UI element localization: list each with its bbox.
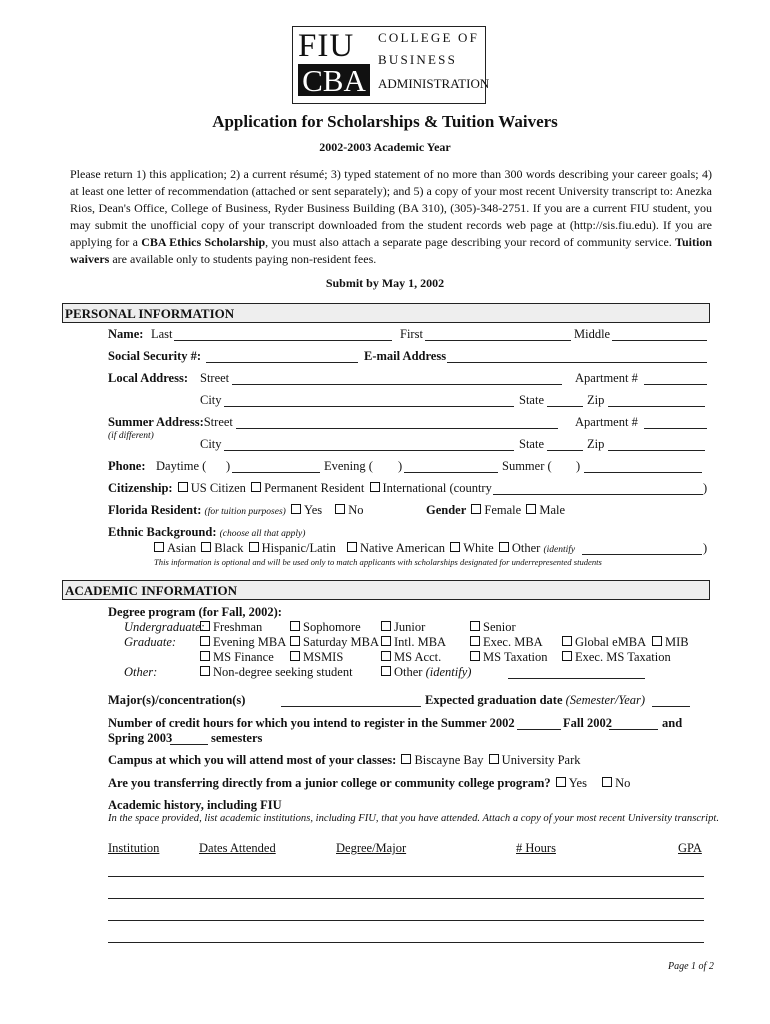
mst-checkbox[interactable] [470, 651, 480, 661]
citizenship-row: Citizenship: US Citizen Permanent Resident International (country [108, 481, 492, 495]
personal-info-header: PERSONAL INFORMATION [62, 303, 710, 323]
email-label: E-mail Address [364, 349, 447, 363]
major-field[interactable] [281, 706, 421, 707]
logo-line2: BUSINESS [378, 52, 458, 67]
spring-credit-field[interactable] [170, 744, 208, 745]
intl-checkbox[interactable] [370, 482, 380, 492]
local-street-label: Street [200, 371, 230, 385]
msmis-opt: MSMIS [288, 650, 343, 665]
exms-checkbox[interactable] [562, 651, 572, 661]
country-close: ) [703, 481, 708, 495]
summer-paren: ) [576, 459, 581, 473]
logo-line1: COLLEGE OF [378, 30, 480, 45]
perm-resident-checkbox[interactable] [251, 482, 261, 492]
black-checkbox[interactable] [201, 542, 211, 552]
local-apt-field[interactable] [644, 384, 707, 385]
daytime-paren: ) [226, 459, 231, 473]
summer-apt-field[interactable] [644, 428, 707, 429]
mib-checkbox[interactable] [652, 636, 662, 646]
summer-credit-field[interactable] [517, 729, 561, 730]
native-checkbox[interactable] [347, 542, 357, 552]
ethnic-identify-field[interactable] [582, 554, 702, 555]
local-city-field[interactable] [224, 406, 514, 407]
if-different-note: (if different) [108, 431, 154, 441]
evening-label: Evening ( [324, 459, 373, 473]
ssn-label: Social Security #: [108, 349, 202, 363]
summer-phone-field[interactable] [584, 472, 702, 473]
imba-checkbox[interactable] [381, 636, 391, 646]
name-label: Name: [108, 327, 144, 341]
senior-checkbox[interactable] [470, 621, 480, 631]
gender-row: Gender Female Male [426, 503, 566, 517]
local-zip-field[interactable] [608, 406, 705, 407]
instructions: Please return 1) this application; 2) a current résumé; 3) typed statement of no more than 300 words describing your career goals; 4) at least one letter of recommendation (attached or sent separately); and 5) a copy of your most recent University transcript to: Anezka Rios, Dean's Office, College of Business, Ryder Business Building (BA 310), (305)-348-2751. If you are a current FIU student, you may submit the unofficial copy of your transcript downloaded from the student records web page at (http://sis.fiu.edu). If you are applying for a CBA Ethics Scholarship, you must also attach a separate page describing your record of community service. Tuition waivers are available only to students paying non-resident fees. [70, 167, 713, 266]
academic-info-header: ACADEMIC INFORMATION [62, 580, 710, 600]
transfer-no-checkbox[interactable] [602, 777, 612, 787]
degree-label: Degree program (for Fall, 2002): [108, 605, 282, 619]
logo-fiu: FIU [298, 28, 355, 64]
summer-apt-label: Apartment # [575, 415, 638, 429]
history-row-3[interactable] [108, 920, 704, 921]
summer-city-label: City [200, 437, 222, 451]
daytime-phone-field[interactable] [232, 472, 320, 473]
local-apt-label: Apartment # [575, 371, 638, 385]
mst-opt: MS Taxation [468, 650, 548, 665]
other-label: Other: [124, 665, 158, 679]
summer-state-label: State [519, 437, 544, 451]
us-citizen-checkbox[interactable] [178, 482, 188, 492]
nondeg-opt: Non-degree seeking student [198, 665, 353, 680]
asian-checkbox[interactable] [154, 542, 164, 552]
col-dates: Dates Attended [199, 841, 276, 855]
sophomore-checkbox[interactable] [290, 621, 300, 631]
white-checkbox[interactable] [450, 542, 460, 552]
up-checkbox[interactable] [489, 754, 499, 764]
msf-opt: MS Finance [198, 650, 274, 665]
emba-opt: Evening MBA [198, 635, 286, 650]
credit-label: Number of credit hours for which you intend to register in the Summer 2002 [108, 716, 515, 730]
local-address-label: Local Address: [108, 371, 188, 385]
fall-credit-field[interactable] [609, 729, 658, 730]
evening-phone-field[interactable] [404, 472, 498, 473]
florida-no-checkbox[interactable] [335, 504, 345, 514]
col-institution: Institution [108, 841, 160, 855]
gemba-opt: Global eMBA [560, 635, 646, 650]
middle-label: Middle [574, 327, 611, 341]
ugrad-label: Undergraduate: [124, 620, 205, 634]
exms-opt: Exec. MS Taxation [560, 650, 671, 665]
email-field[interactable] [447, 362, 707, 363]
smba-checkbox[interactable] [290, 636, 300, 646]
male-checkbox[interactable] [526, 504, 536, 514]
summer-zip-field[interactable] [608, 450, 705, 451]
local-city-label: City [200, 393, 222, 407]
msf-checkbox[interactable] [200, 651, 210, 661]
spring-label: Spring 2003 [108, 731, 173, 745]
sophomore-opt: Sophomore [288, 620, 361, 635]
phone-label: Phone: [108, 459, 146, 473]
logo-cba: CBA [298, 64, 370, 96]
senior-opt: Senior [468, 620, 516, 635]
local-zip-label: Zip [587, 393, 605, 407]
imba-opt: Intl. MBA [379, 635, 446, 650]
local-state-field[interactable] [547, 406, 583, 407]
smba-opt: Saturday MBA [288, 635, 379, 650]
academic-year: 2002-2003 Academic Year [319, 140, 451, 154]
xmba-opt: Exec. MBA [468, 635, 543, 650]
florida-yes-checkbox[interactable] [291, 504, 301, 514]
egd-field[interactable] [652, 706, 690, 707]
history-row-2[interactable] [108, 898, 704, 899]
ethnic-label: Ethnic Background: (choose all that apply) [108, 525, 306, 539]
and-label: and [662, 716, 683, 730]
ethnic-close: ) [703, 541, 708, 555]
first-label: First [400, 327, 423, 341]
history-row-1[interactable] [108, 876, 704, 877]
summer-address-label: Summer Address:Street [108, 415, 233, 429]
ethnic-options: Asian Black Hispanic/Latin Native American White Other (identify [152, 541, 575, 556]
history-label: Academic history, including FIU [108, 798, 282, 812]
fall-label: Fall 2002 [563, 716, 612, 730]
evening-paren: ) [398, 459, 403, 473]
egd-label: Expected graduation date (Semester/Year) [425, 693, 646, 707]
col-degree: Degree/Major [336, 841, 407, 855]
transfer-yes-checkbox[interactable] [556, 777, 566, 787]
emba-checkbox[interactable] [200, 636, 210, 646]
summer-zip-label: Zip [587, 437, 605, 451]
page-title: Application for Scholarships & Tuition Waivers [212, 112, 558, 131]
col-gpa: GPA [678, 841, 702, 855]
campus-row: Campus at which you will attend most of your classes: Biscayne Bay University Park [108, 753, 581, 767]
other-degree-checkbox[interactable] [381, 666, 391, 676]
middle-name-field[interactable] [612, 340, 707, 341]
nondeg-checkbox[interactable] [200, 666, 210, 676]
biscayne-checkbox[interactable] [401, 754, 411, 764]
submit-deadline: Submit by May 1, 2002 [325, 276, 445, 290]
summer-city-field[interactable] [224, 450, 514, 451]
transfer-row: Are you transferring directly from a junior college or community college program? Yes No [108, 776, 631, 790]
summer-street-field[interactable] [236, 428, 558, 429]
col-hours: # Hours [516, 841, 556, 855]
other-degree-field[interactable] [508, 678, 645, 679]
summer-state-field[interactable] [547, 450, 583, 451]
hispanic-checkbox[interactable] [249, 542, 259, 552]
mib-opt: MIB [650, 635, 689, 650]
female-checkbox[interactable] [471, 504, 481, 514]
history-row-4[interactable] [108, 942, 704, 943]
local-state-label: State [519, 393, 544, 407]
major-label: Major(s)/concentration(s) [108, 693, 246, 707]
grad-label: Graduate: [124, 635, 177, 649]
florida-row: Florida Resident: (for tuition purposes) Yes No [108, 503, 364, 517]
semesters-label: semesters [211, 731, 263, 745]
last-name-field[interactable] [174, 340, 392, 341]
junior-opt: Junior [379, 620, 425, 635]
other-degree-opt: Other (identify) [379, 665, 471, 680]
last-label: Last [151, 327, 173, 341]
msmis-checkbox[interactable] [290, 651, 300, 661]
logo-line3: ADMINISTRATION [378, 76, 490, 91]
other-ethnic-checkbox[interactable] [499, 542, 509, 552]
msa-opt: MS Acct. [379, 650, 441, 665]
summer-phone-label: Summer ( [502, 459, 552, 473]
freshman-opt: Freshman [198, 620, 262, 635]
ssn-field[interactable] [206, 362, 358, 363]
country-field[interactable] [493, 494, 703, 495]
daytime-label: Daytime ( [156, 459, 207, 473]
freshman-checkbox[interactable] [200, 621, 210, 631]
ethnic-note: This information is optional and will be used only to match applicants with scholarships designated for underrepresented students [154, 557, 602, 567]
gemba-checkbox[interactable] [562, 636, 572, 646]
first-name-field[interactable] [425, 340, 571, 341]
page-number: Page 1 of 2 [668, 961, 714, 972]
junior-checkbox[interactable] [381, 621, 391, 631]
history-note: In the space provided, list academic institutions, including FIU, that you have attended. Attach a copy of your most recent University transcript. [108, 813, 719, 824]
msa-checkbox[interactable] [381, 651, 391, 661]
local-street-field[interactable] [232, 384, 562, 385]
xmba-checkbox[interactable] [470, 636, 480, 646]
